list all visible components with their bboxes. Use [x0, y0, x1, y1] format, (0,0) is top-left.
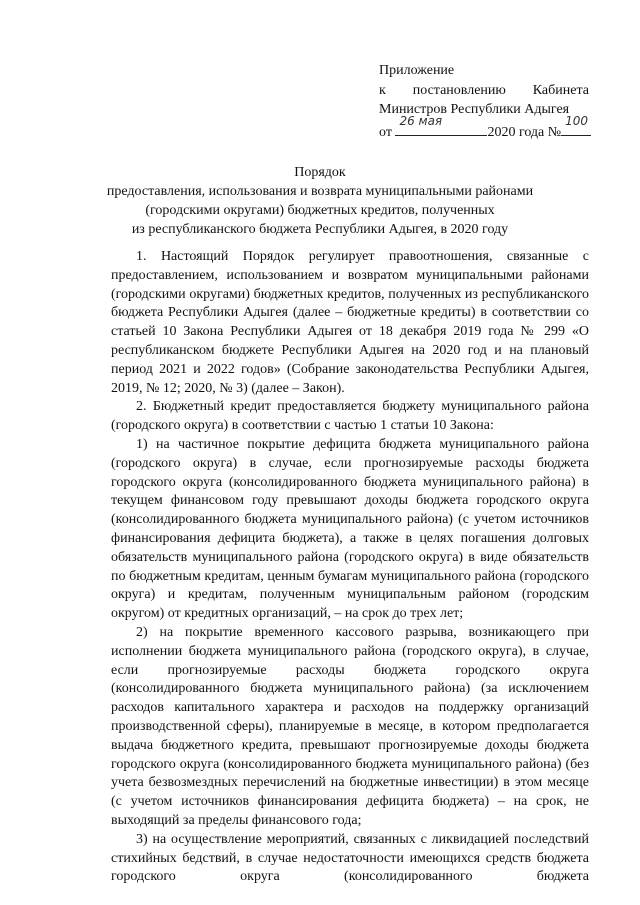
paragraph-1: 1. Настоящий Порядок регулирует правоотношения, связанные с предоставлением, использованием и возвратом муниципальными районами (городскими округами) бюджетных кредитов, полученных из республиканского бюджета Республики Адыгея (далее – бюджетные кредиты) в соответствии со статьей 10 Закона Республики Адыгея от 18 декабря 2019 года № 299 «О республиканском бюджете Республики Адыгея на 2020 год и на плановый период 2021 и 2022 годов» (Собрание законодательства Республики Адыгея, 2019, № 12; 2020, № 3) (далее – Закон).: [111, 249, 589, 396]
document-subtitle-line-2: (городскими округами) бюджетных кредитов, полученных: [145, 203, 495, 218]
paragraph-2: 2. Бюджетный кредит предоставляется бюджету муниципального района (городского округа) в соответствии с частью 1 статьи 10 Закона:: [111, 399, 589, 434]
appendix-label: Приложение: [379, 63, 455, 78]
document-body: [111, 248, 589, 887]
appendix-date-line: [379, 113, 589, 143]
appendix-ministers: Министров Республики Адыгея: [379, 102, 570, 117]
appendix-cabinet-word: Кабинета: [532, 82, 589, 98]
appendix-date-prefix: от: [379, 124, 392, 140]
appendix-decree-word: постановлению: [412, 82, 506, 98]
appendix-prefix: к: [379, 82, 386, 98]
appendix-decree-line: [379, 81, 589, 101]
handwritten-number: 100: [565, 113, 589, 128]
document-title: Порядок: [294, 165, 346, 180]
paragraph-2-item-3: 3) на осуществление мероприятий, связанных с ликвидацией последствий стихийных бедствий, в случае недостаточности имеющихся средств бюджета городского округа (консолидированного бюджета: [111, 831, 589, 885]
document-subtitle-line-3: из республиканского бюджета Республики Адыгея, в 2020 году: [131, 222, 509, 237]
appendix-year-text: 2020 года №: [487, 124, 562, 140]
document-subtitle-line-1: предоставления, использования и возврата муниципальными районами: [106, 184, 534, 199]
appendix-block: [379, 61, 589, 142]
date-fill-line: [395, 113, 487, 136]
number-fill-line: [561, 113, 591, 136]
paragraph-2-item-1: 1) на частичное покрытие дефицита бюджета муниципального района (городского округа) в случае, если прогнозируемые расходы бюджета городского округа (консолидированного бюджета муниципального района) в текущем финансовом году превышают доходы бюджета городского округа (консолидированного бюджета муниципального района) (с учетом источников финансирования дефицита бюджета), а также в целях погашения долговых обязательств муниципального района (городского округа) в виде обязательств по бюджетным кредитам, ценным бумагам муниципального района (городского округа) и кредитам, полученным муниципальным районом (городским округом) от кредитных организаций, – на срок до трех лет;: [111, 436, 589, 622]
paragraph-2-item-2: 2) на покрытие временного кассового разрыва, возникающего при исполнении бюджета муниципального района (городского округа), в случае, если прогнозируемые расходы бюджета городского округа (консолидированного бюджета муниципального района) (за исключением расходов капитального характера и расходов на поддержку организаций производственной сферы), планируемые в месяце, в котором предполагается выдача бюджетного кредита, превышают прогнозируемые доходы бюджета городского округа (консолидированного бюджета муниципального района) (без учета безвозмездных перечислений на бюджетные инвестиции) в этом месяце (с учетом источников финансирования дефицита бюджета) – на срок, не выходящий за пределы финансового года;: [111, 624, 589, 828]
handwritten-date: 26 мая: [399, 113, 443, 128]
